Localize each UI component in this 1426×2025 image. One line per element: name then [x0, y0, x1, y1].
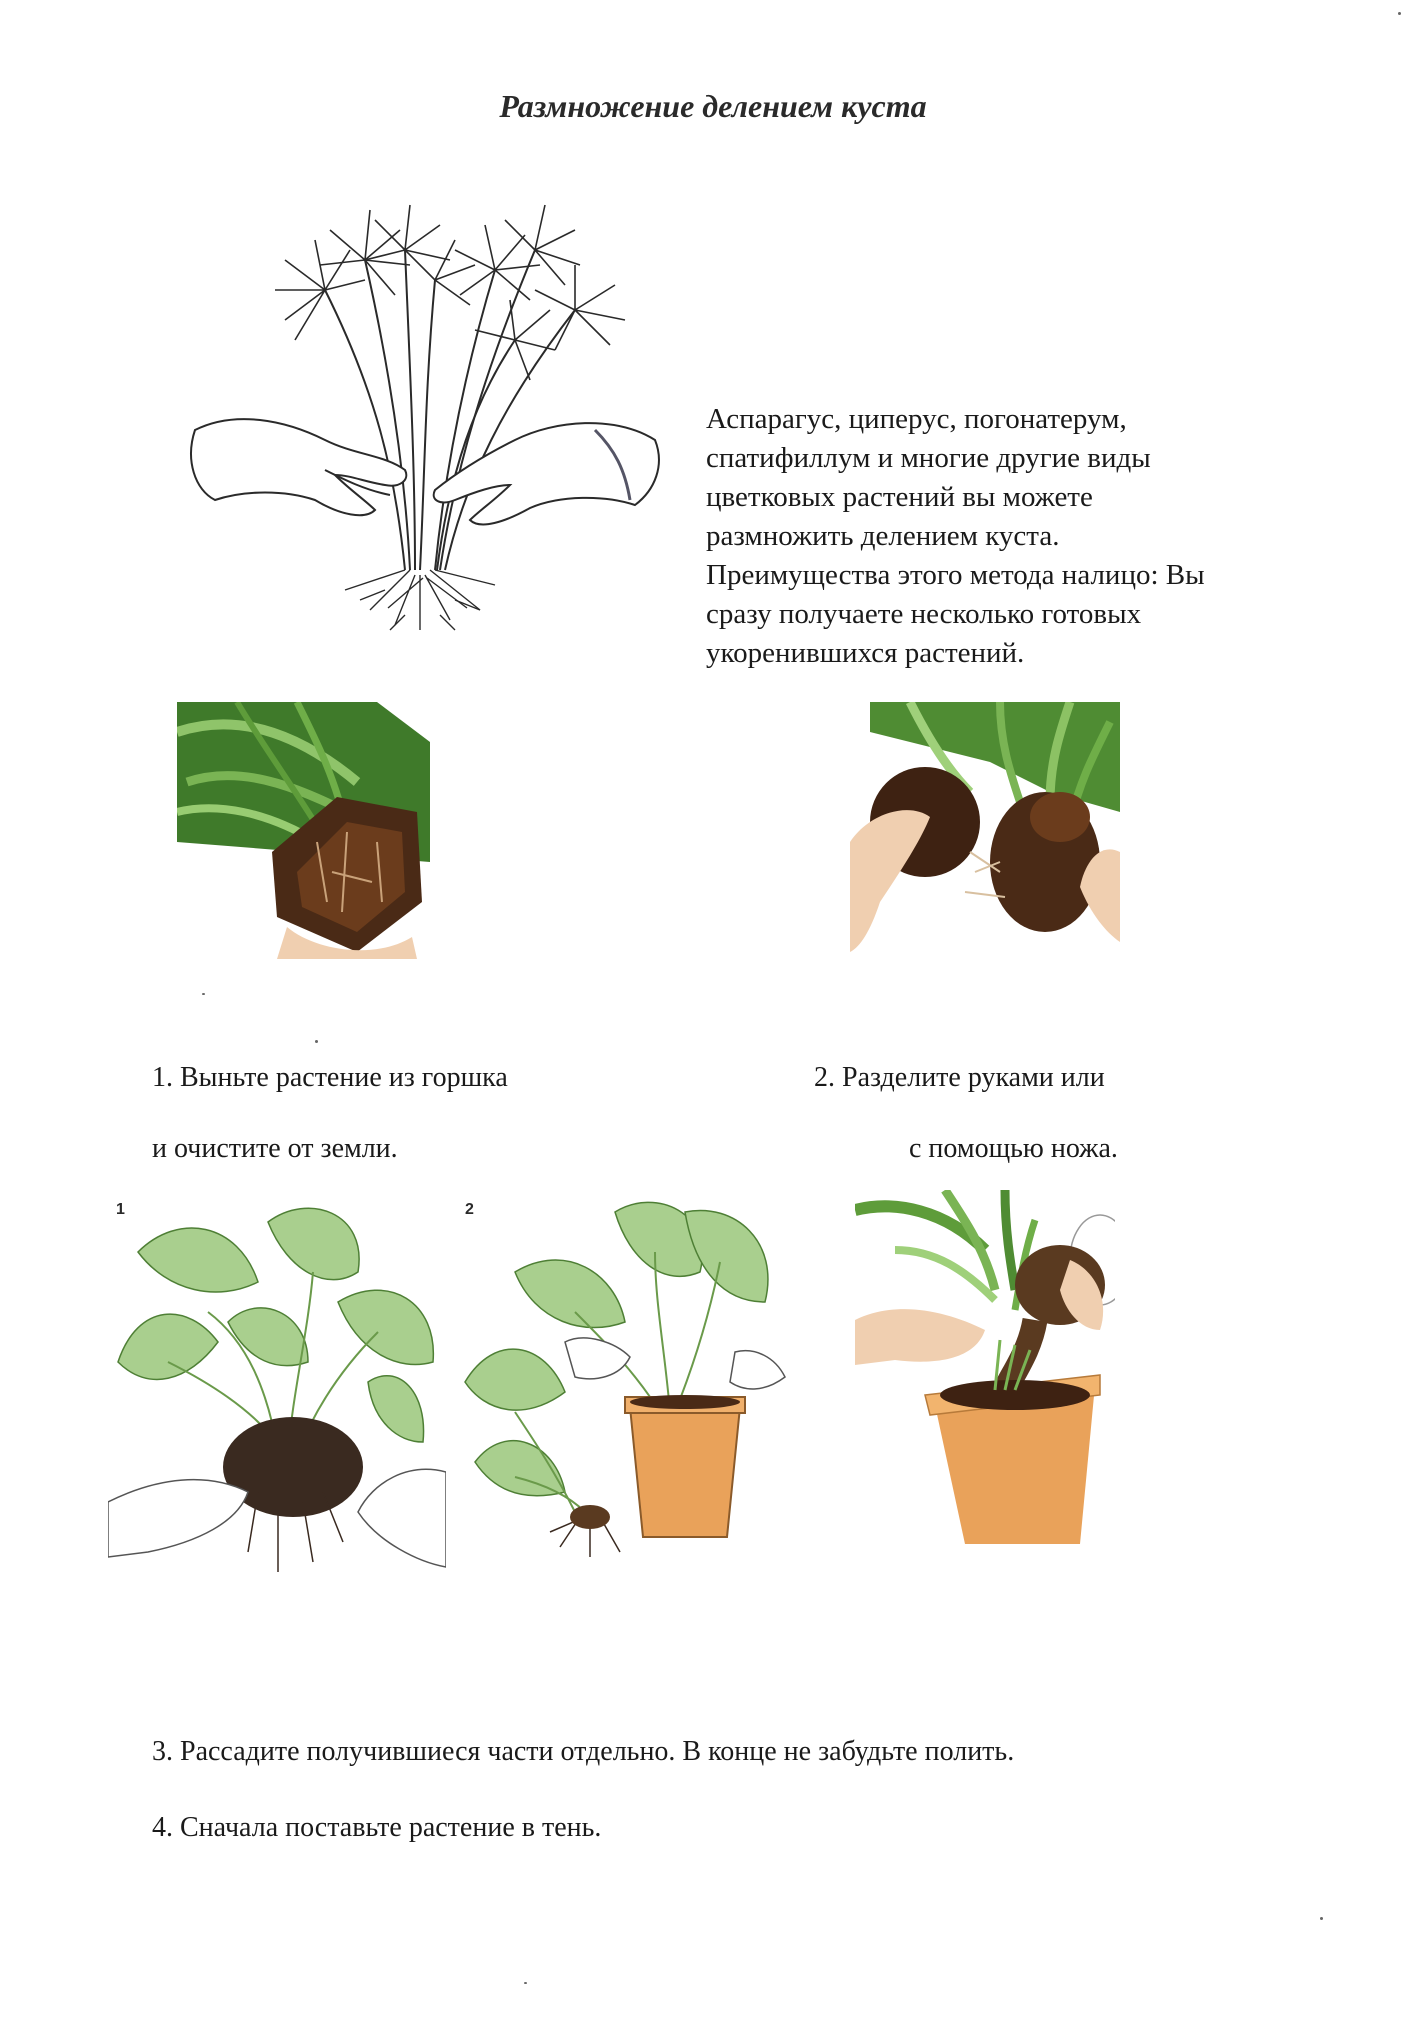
- step-1-caption-line-1: 1. Выньте растение из горшка: [152, 1062, 508, 1093]
- scan-speck: [1398, 12, 1401, 15]
- photo-plant-removed-from-pot: [177, 702, 430, 959]
- page-title: Размножение делением куста: [499, 88, 927, 124]
- step-4-caption: 4. Сначала поставьте растение в тень.: [152, 1812, 602, 1843]
- drawing-panel-planting-in-pot: [455, 1192, 790, 1577]
- intro-line: спатифиллум и многие другие виды: [706, 442, 1151, 474]
- step-1-caption-line-2: и очистите от земли.: [152, 1133, 398, 1164]
- intro-paragraph: [706, 400, 1326, 673]
- panel-number-1: 1: [116, 1201, 125, 1218]
- illustration-hands-dividing-bush: [175, 170, 675, 640]
- intro-line: Аспарагус, циперус, погонатерум,: [706, 403, 1127, 435]
- scan-speck: [1320, 1917, 1323, 1920]
- scan-speck: [202, 993, 205, 995]
- intro-line: Преимущества этого метода налицо: Вы: [706, 559, 1205, 591]
- intro-line: размножить делением куста.: [706, 520, 1060, 552]
- intro-line: сразу получаете несколько готовых: [706, 598, 1142, 630]
- intro-line: цветковых растений вы можете: [706, 481, 1093, 513]
- photo-dividing-root-ball: [850, 702, 1120, 957]
- drawing-panel-hands-root-ball: [108, 1192, 446, 1577]
- step-3-caption: 3. Рассадите получившиеся части отдельно. В конце не забудьте полить.: [152, 1736, 1015, 1767]
- scan-speck: [524, 1982, 527, 1984]
- panel-number-2: 2: [465, 1201, 474, 1218]
- intro-line: укоренившихся растений.: [706, 637, 1025, 669]
- step-2-caption-line-1: 2. Разделите руками или: [814, 1062, 1105, 1093]
- photo-replanting-into-pot: [855, 1190, 1115, 1544]
- scan-speck: [315, 1040, 318, 1043]
- step-2-caption-line-2: с помощью ножа.: [909, 1133, 1118, 1164]
